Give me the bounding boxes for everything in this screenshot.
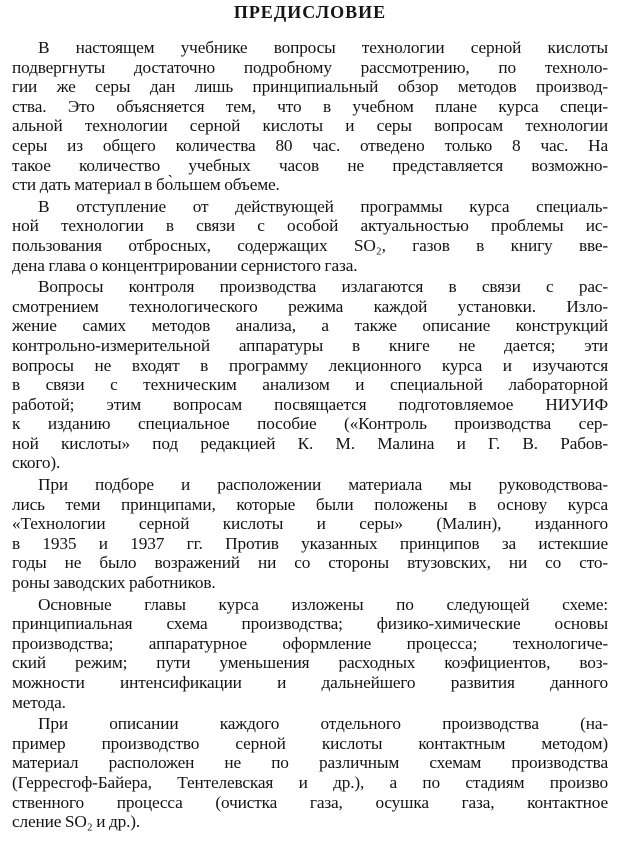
text-line: ной кислоты» под редакцией К. М. Малина и Г. В. Рабов- [12, 433, 608, 453]
text-line: лись теми принципами, которые были положены в основу курса [12, 494, 608, 514]
text-line: серы из общего количества 80 час. отведено только 8 час. На [12, 135, 608, 155]
text-line: сление SO₂ и др.). [12, 812, 141, 832]
text-line: ства. Это объясняется тем, что в учебном плане курса специ- [12, 96, 608, 116]
text-line: производства; аппаратурное оформление процесса; технологиче- [12, 633, 608, 653]
text-line: работой; этим вопросам посвящается подготовляемое НИУИФ [12, 394, 608, 414]
paragraph [12, 197, 608, 275]
text-line: альной технологии серной кислоты и серы вопросам технологии [12, 116, 608, 136]
text-line: вопросы не входят в программу лекционного курса и изучаются [12, 355, 608, 375]
text-line: «Технологии серной кислоты и серы» (Малин), изданного [12, 514, 608, 534]
text-line: можности интенсификации и дальнейшего развития данного [12, 673, 608, 692]
text-line: принципиальная схема производства; физико-химические основы [12, 614, 608, 634]
page-heading: ПРЕДИСЛОВИЕ [233, 2, 387, 22]
body-text [12, 38, 608, 834]
text-line: годы не было возражений ни со стороны втузовских, ни со сто- [12, 553, 608, 573]
paragraph [12, 475, 608, 593]
text-line: смотрением технологического режима каждой установки. Изло- [12, 296, 608, 316]
text-line: контрольно-измерительной аппаратуры в книге не дается; эти [12, 335, 608, 355]
paragraph [12, 714, 608, 832]
text-line: жение самих методов анализа, а также описание конструкций [12, 316, 608, 336]
text-line: пример производство серной кислоты контактным методом) [12, 733, 608, 753]
text-line: При подборе и расположении материала мы руководствова- [38, 475, 608, 495]
text-line: сти дать материал в бо̀льшем объеме. [12, 175, 280, 195]
text-line: гии же серы дан лишь принципиальный обзор методов производ- [12, 77, 608, 97]
text-line: ной технологии в связи с особой актуальностью проблемы ис- [12, 216, 608, 236]
paragraph [12, 595, 608, 713]
text-line: метода. [12, 692, 66, 712]
text-line: роны заводских работников. [12, 573, 216, 593]
text-line: ского). [12, 453, 61, 473]
text-line: В настоящем учебнике вопросы технологии серной кислоты [38, 38, 608, 57]
text-line: Основные главы курса изложены по следующей схеме: [38, 594, 608, 614]
text-line: подвергнуты достаточно подробному рассмотрению, по техноло- [12, 57, 608, 77]
text-line: (Герресгоф-Байера, Тентелевская и др.), а по стадиям произво [12, 772, 608, 792]
text-line: пользования отбросных, содержащих SO₂, газов в книгу вве- [12, 235, 608, 255]
text-line: материал расположен не по различным схемам производства [12, 753, 608, 773]
text-line: в 1935 и 1937 гг. Против указанных принципов за истекшие [12, 533, 608, 553]
text-line: в связи с техническим анализом и специальной лабораторной [12, 375, 608, 395]
text-line: ственного процесса (очистка газа, осушка газа, контактное [12, 792, 608, 812]
text-line: При описании каждого отдельного производства (на- [38, 714, 608, 734]
text-line: Вопросы контроля производства излагаются в связи с рас- [38, 277, 608, 297]
text-line: к изданию специальное пособие («Контроль производства сер- [12, 414, 608, 434]
paragraph [12, 38, 608, 195]
text-line: такое количество учебных часов не представляется возможно- [12, 155, 608, 175]
text-line: дена глава о концентрировании сернистого газа. [12, 255, 358, 275]
paragraph [12, 277, 608, 473]
text-line: ский режим; пути уменьшения расходных коэфициентов, воз- [12, 653, 608, 673]
text-line: В отступление от действующей программы курса специаль- [38, 196, 608, 216]
